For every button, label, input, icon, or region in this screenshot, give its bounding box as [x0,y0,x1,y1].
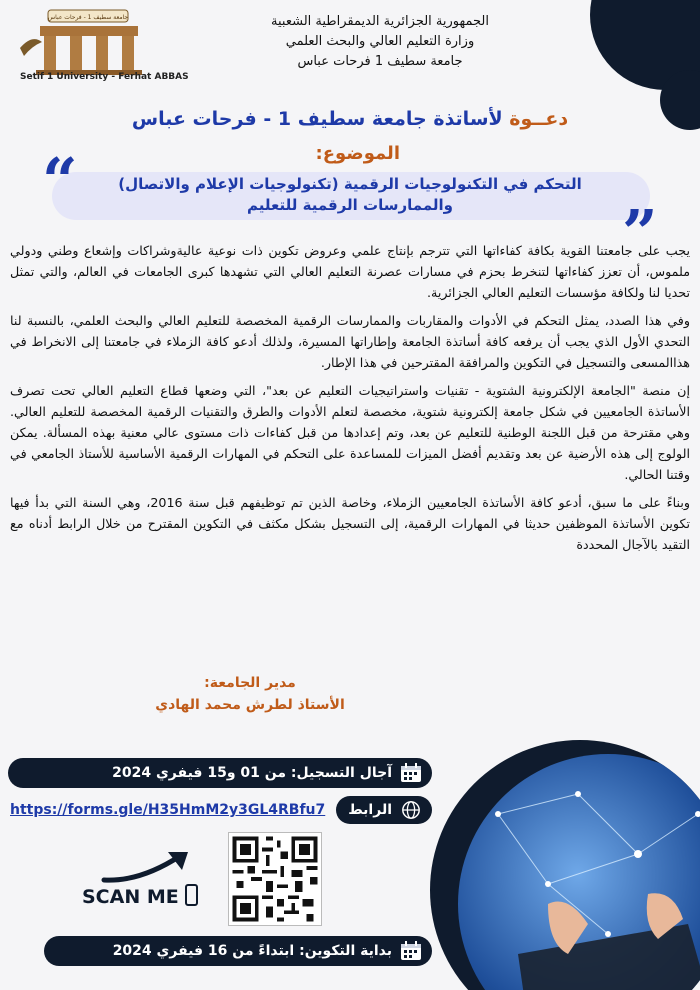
curved-arrow-icon [100,848,195,888]
official-header [210,12,550,72]
scan-me-label [82,884,198,908]
training-start [44,936,432,966]
header-line-university: جامعة سطيف 1 فرحات عباس [297,54,463,69]
globe-icon [400,800,422,820]
logo-caption: Setif 1 University - Ferhat ABBAS [20,72,189,82]
logo-banner-text: جامعة سطيف 1 - فرحات عباس [47,14,129,21]
link-label-pill [336,796,432,824]
letter-body [10,240,690,562]
phone-icon [185,884,198,906]
body-paragraph-4: وبناءً على ما سبق، أدعو كافة الأساتذة الجامعيين الزملاء، وخاصة الذين تم توظيفهم قبل سنة 2016، وهي السنة التي بدأ فيها تكوين الأساتذة الموظفين حديثا في المهارات الرقمية، إلى التسجيل بشكل مكثف في التكوين المقترح من خلال الرابط أدناه مع التقيد بالآجال المحددة [10,495,690,552]
body-paragraph-3: إن منصة "الجامعة الإلكترونية الشتوية - تقنيات واستراتيجيات التعليم عن بعد"، التي وضعها قطاع التعليم العالي تحت تصرف الأساتذة الجامعيين في شكل جامعة إلكترونية شتوية، مخصصة لتعلم الأدوات والطرق والتقنيات الرقمية المخصصة للتعليم العالي. وهي مقترحة من قبل اللجنة الوطنية للتعليم عن بعد، وتم إعدادها من قبل كفاءات ذات مستوى عالي معنية بهذه المسألة. يمكن الولوج إلى هذه الأرضية عن بعد وتقديم أفضل الميزات للمساعدة على التحكم في المهارات الرقمية الأساسية للأستاذ الجامعي في وقتنا الحالي. [10,383,690,482]
registration-deadline [8,758,432,788]
scan-me-text: SCAN ME [82,886,179,908]
registration-deadline-text: آجال التسجيل: من 01 و15 فيفري 2024 [112,765,392,781]
laptop-image [430,740,700,990]
network-graphic [458,754,700,990]
header-line-republic: الجمهورية الجزائرية الديمقراطية الشعبية [271,14,489,29]
page-title [0,108,700,130]
body-paragraph-1: يجب على جامعتنا القوية بكافة كفاءاتها التي تترجم بإنتاج علمي وعروض تكوين ذات نوعية عاليةوشراكات وإشعاع وطني ودولي ملموس، أن تعزز كفاءاتها لتنخرط بحزم في مسارات عصرنة التعليم العالي التي تشهدها كبرى الجامعات في العالم، والتي تمثل تحديا لنا ولكافة مؤسسات التعليم العالي الجزائرية. [10,243,690,300]
laptop-image-inner [458,754,700,990]
signature-name: الأستاذ لطرش محمد الهادي [155,697,345,713]
close-quote-icon: ” [622,196,658,269]
header-line-ministry: وزارة التعليم العالي والبحث العلمي [285,34,475,49]
registration-form-link[interactable]: https://forms.gle/H35HmM2y3GL4RBfu7 [10,802,326,818]
calendar-icon [400,941,422,961]
subject-text: التحكم في التكنولوجيات الرقمية (تكنولوجيات الإعلام والاتصال) والممارسات الرقمية للتعليم [118,175,582,214]
title-rest: لأساتذة جامعة سطيف 1 - فرحات عباس [131,108,503,130]
qr-code[interactable] [228,832,322,926]
link-label: الرابط [348,802,392,818]
training-start-text: بداية التكوين: ابتداءً من 16 فيفري 2024 [112,943,392,959]
open-quote-icon: “ [42,144,78,217]
subject-label: الموضوع: [315,143,400,164]
body-paragraph-2: وفي هذا الصدد، يمثل التحكم في الأدوات والمقاربات والممارسات الرقمية المخصصة للتعليم العالي والبحث العلمي، بالنسبة لنا التحدي الأول الذي يجب أن يرفعه كافة أساتذة الجامعة وإطاراتها المسيرة، ولذلك أدعو كافة الزملاء في جامعتنا إلى الانخراط في هذاالمسعى والتسجيل في التكوين والمرافقة المقترحين في هذا الإطار. [10,313,690,370]
title-highlight: دعــوة [509,108,569,130]
signature-role: مدير الجامعة: [204,675,296,691]
calendar-icon [400,763,422,783]
